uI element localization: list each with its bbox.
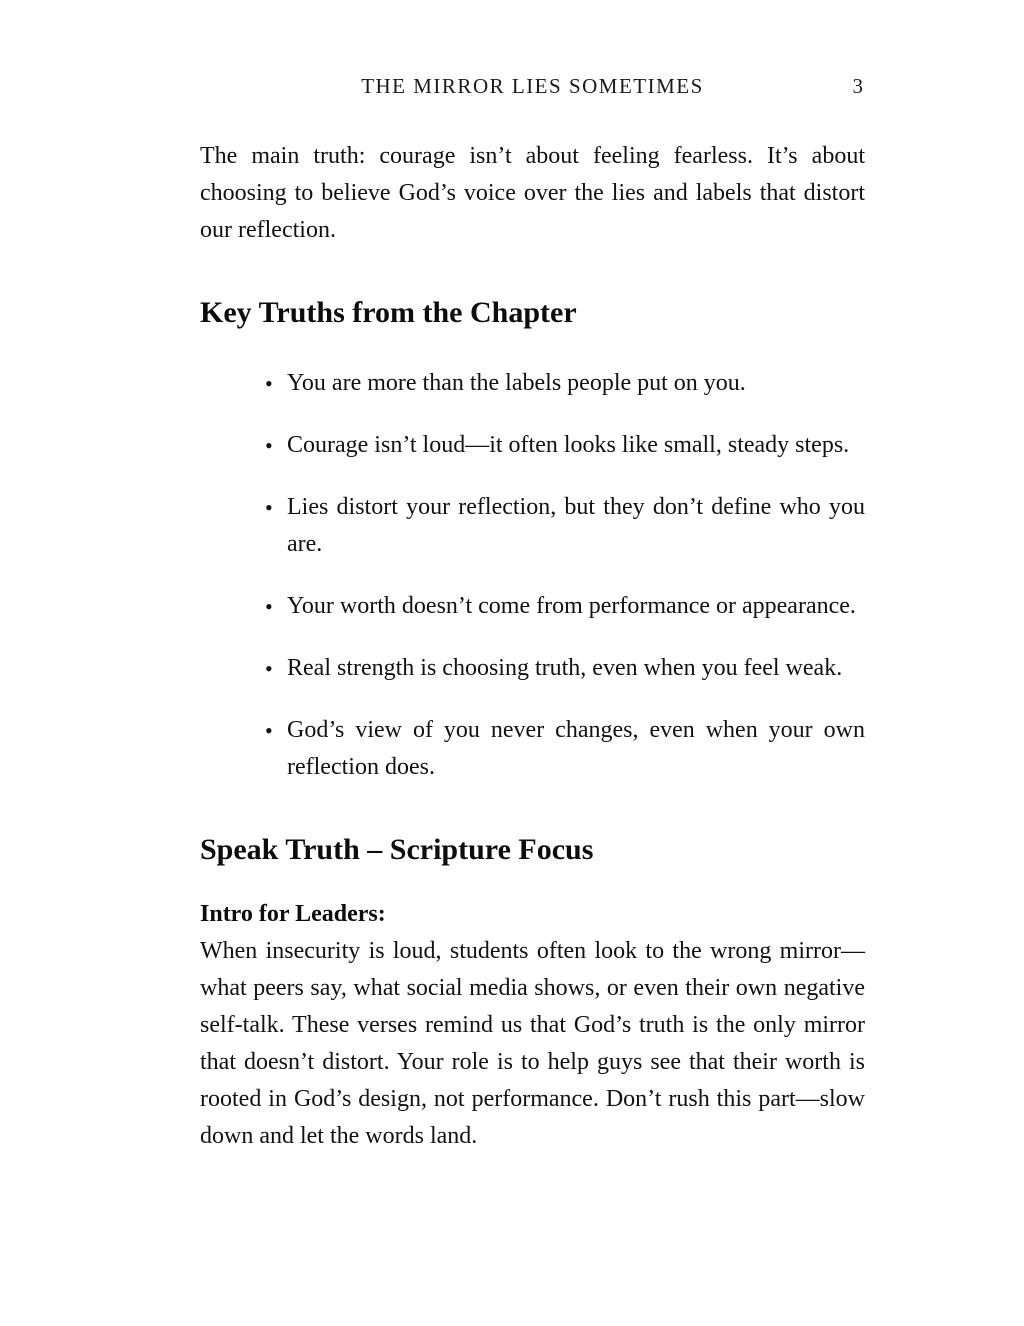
intro-for-leaders-label: Intro for Leaders:	[200, 901, 386, 927]
key-truth-item: • You are more than the labels people put on you.	[287, 365, 865, 402]
section-heading-speak-truth: Speak Truth – Scripture Focus	[200, 833, 594, 866]
key-truth-item: • Your worth doesn’t come from performance or appearance.	[287, 588, 865, 625]
page-number: 3	[852, 74, 863, 98]
intro-paragraph: The main truth: courage isn’t about feeling fearless. It’s about choosing to believe God’s voice over the lies and labels that distort our reflection.	[200, 143, 865, 243]
running-head-title: THE MIRROR LIES SOMETIMES	[361, 74, 704, 98]
section-heading-key-truths: Key Truths from the Chapter	[200, 296, 577, 329]
key-truth-item: • Real strength is choosing truth, even when you feel weak.	[287, 650, 865, 687]
key-truths-list	[200, 365, 865, 786]
page-header	[200, 72, 865, 100]
key-truth-item: • Courage isn’t loud—it often looks like small, steady steps.	[287, 427, 865, 464]
leaders-paragraph: When insecurity is loud, students often look to the wrong mirror—what peers say, what social media shows, or even their own negative self-talk. These verses remind us that God’s truth is the only mirror that doesn’t distort. Your role is to help guys see that their worth is rooted in God’s design, not performance. Don’t rush this part—slow down and let the words land.	[200, 938, 865, 1149]
key-truth-item: • Lies distort your reflection, but they don’t define who you are.	[287, 489, 865, 563]
key-truth-item: • God’s view of you never changes, even when your own reflection does.	[287, 712, 865, 786]
